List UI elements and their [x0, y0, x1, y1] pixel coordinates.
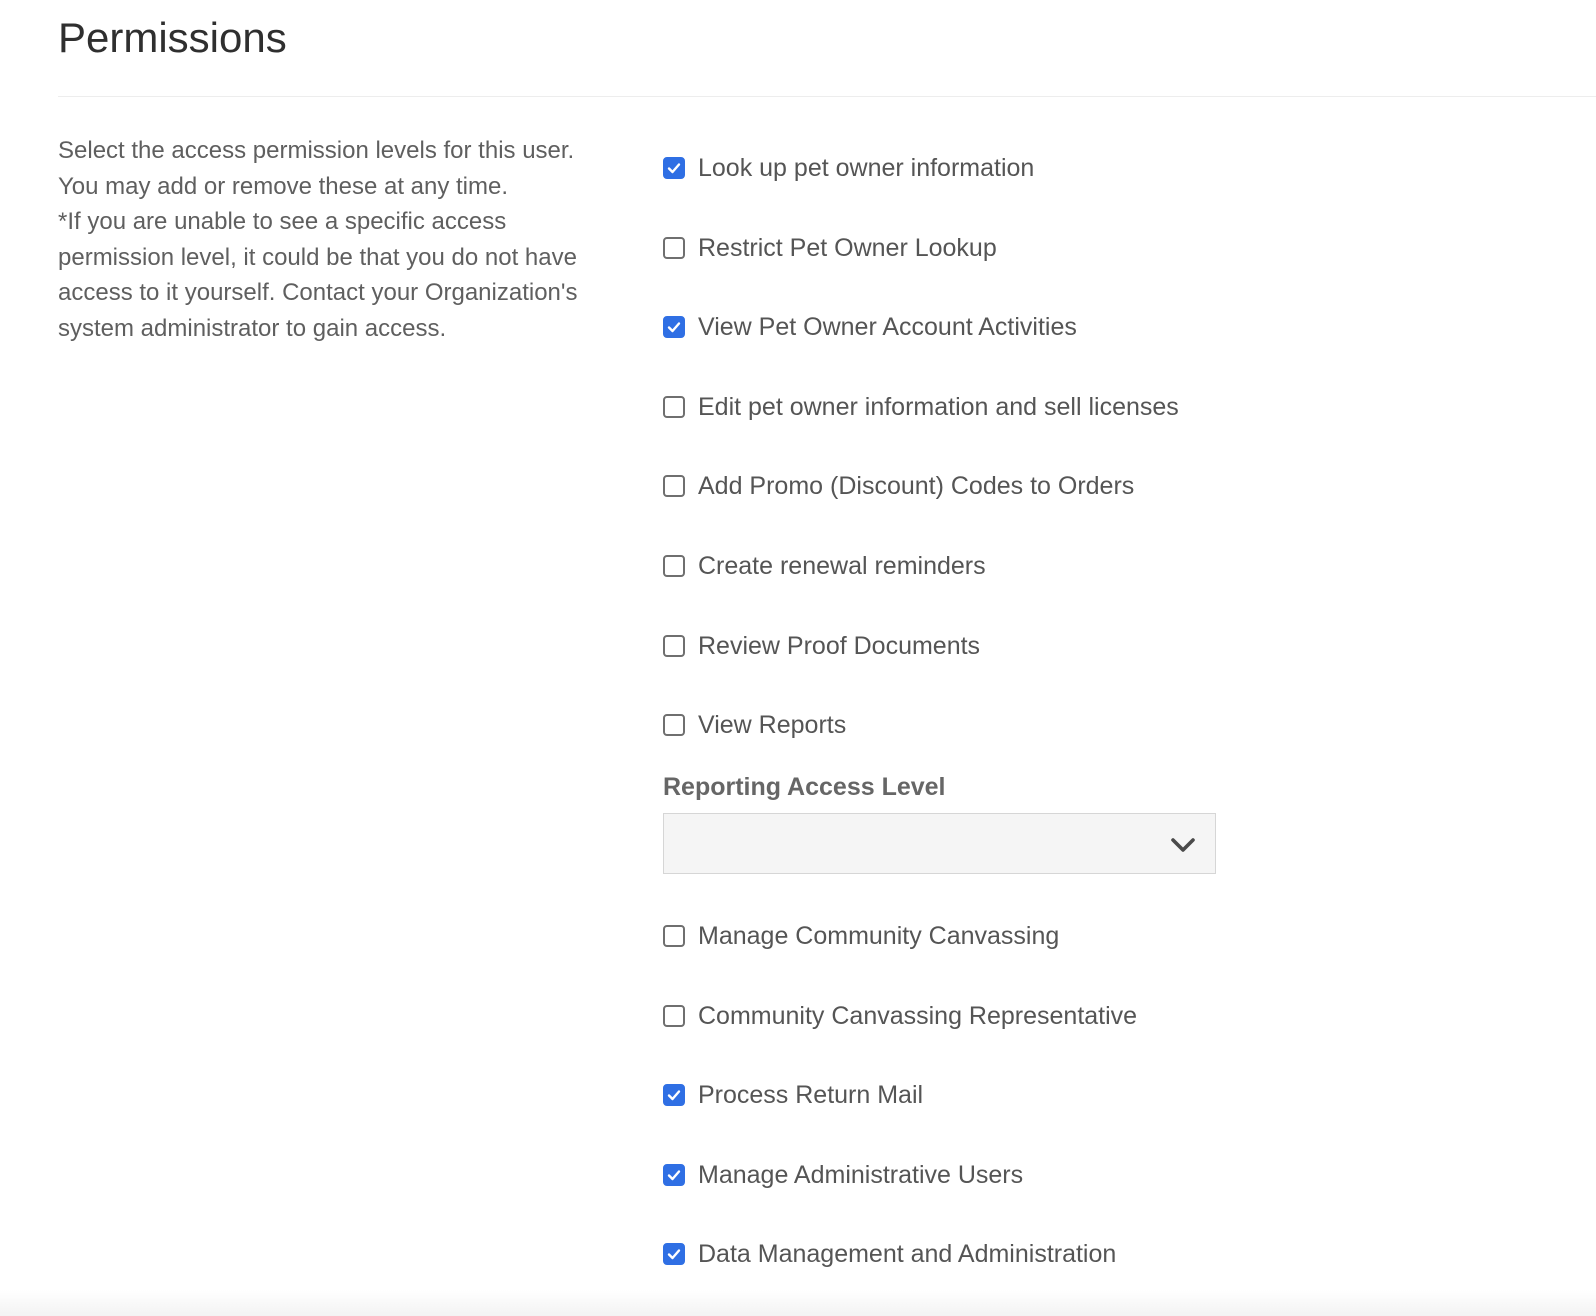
permission-lookup-owner[interactable]	[663, 148, 1034, 188]
permission-label: Manage Administrative Users	[698, 1160, 1024, 1189]
permission-return-mail[interactable]	[663, 1075, 923, 1115]
permission-promo-codes[interactable]	[663, 466, 1134, 506]
check-icon	[666, 160, 682, 176]
permission-restrict-lookup[interactable]	[663, 228, 997, 268]
permission-label: Restrict Pet Owner Lookup	[698, 233, 997, 262]
checkbox-restrict-lookup[interactable]	[663, 237, 685, 259]
checkbox-review-proof[interactable]	[663, 635, 685, 657]
permission-renewal-reminders[interactable]	[663, 546, 986, 586]
permission-label: Add Promo (Discount) Codes to Orders	[698, 471, 1135, 500]
permission-view-activities[interactable]	[663, 307, 1077, 347]
checkbox-promo-codes[interactable]	[663, 475, 685, 497]
permission-label: View Pet Owner Account Activities	[698, 312, 1077, 341]
check-icon	[666, 1167, 682, 1183]
chevron-down-icon	[1169, 834, 1197, 856]
permissions-description	[58, 133, 618, 346]
checkbox-data-management[interactable]	[663, 1243, 685, 1265]
permission-admin-users[interactable]	[663, 1155, 1023, 1195]
header-divider	[58, 96, 1596, 97]
permission-edit-owner[interactable]	[663, 387, 1179, 427]
permission-view-reports[interactable]	[663, 705, 846, 745]
permission-label: View Reports	[698, 710, 847, 739]
checkbox-lookup-owner[interactable]	[663, 157, 685, 179]
checkbox-return-mail[interactable]	[663, 1084, 685, 1106]
permission-manage-canvassing[interactable]	[663, 916, 1059, 956]
checkbox-manage-canvassing[interactable]	[663, 925, 685, 947]
permission-canvassing-rep[interactable]	[663, 996, 1137, 1036]
permission-review-proof[interactable]	[663, 626, 980, 666]
check-icon	[666, 319, 682, 335]
permission-label: Review Proof Documents	[698, 631, 981, 660]
bottom-edge-shadow	[0, 1290, 1596, 1316]
permission-label: Edit pet owner information and sell licenses	[698, 392, 1179, 421]
description-note: *If you are unable to see a specific access permission level, it could be that you do not have access to it yourself. Contact your Organization's system administrator to gain access.	[58, 208, 578, 342]
reporting-access-select[interactable]	[663, 813, 1216, 874]
permission-label: Create renewal reminders	[698, 551, 986, 580]
checkbox-view-activities[interactable]	[663, 316, 685, 338]
check-icon	[666, 1087, 682, 1103]
permission-label: Community Canvassing Representative	[698, 1001, 1138, 1030]
permission-label: Look up pet owner information	[698, 153, 1035, 182]
check-icon	[666, 1246, 682, 1262]
permission-label: Manage Community Canvassing	[698, 921, 1060, 950]
permission-label: Data Management and Administration	[698, 1239, 1117, 1268]
page-title: Permissions	[58, 14, 287, 61]
description-intro: Select the access permission levels for this user. You may add or remove these at any time.	[58, 137, 575, 200]
reporting-access-label: Reporting Access Level	[663, 773, 946, 801]
checkbox-canvassing-rep[interactable]	[663, 1005, 685, 1027]
checkbox-renewal-reminders[interactable]	[663, 555, 685, 577]
checkbox-edit-owner[interactable]	[663, 396, 685, 418]
checkbox-view-reports[interactable]	[663, 714, 685, 736]
permission-data-management[interactable]	[663, 1234, 1116, 1274]
permission-label: Process Return Mail	[698, 1080, 924, 1109]
checkbox-admin-users[interactable]	[663, 1164, 685, 1186]
